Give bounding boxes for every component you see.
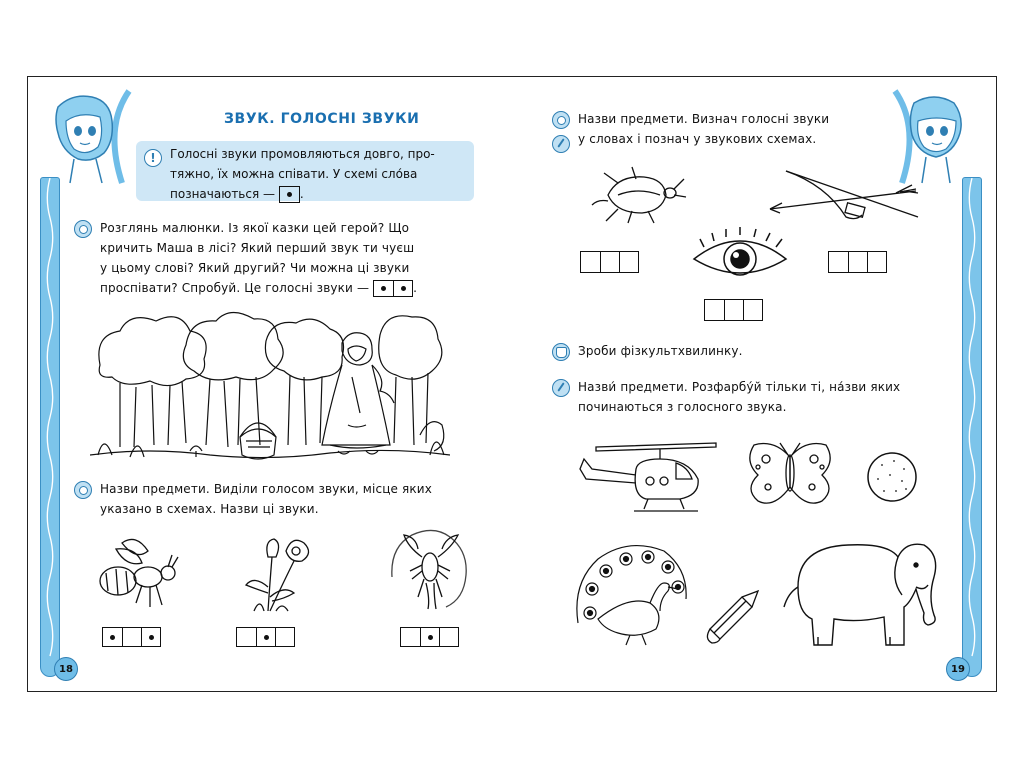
rule-line-text: позначаються — <box>170 187 276 201</box>
task-line: у словах і познач у звукових схемах. <box>578 132 817 146</box>
scheme-cell-vowel <box>374 281 393 296</box>
scheme-cell <box>743 300 762 320</box>
ear-icon <box>74 481 92 499</box>
task-line: у цьому слові? Який другий? Чи можна ці звуки <box>100 261 410 275</box>
ear-icon <box>552 111 570 129</box>
sound-scheme-crayfish <box>400 627 459 647</box>
scheme-cell <box>439 628 458 646</box>
scheme-cell-vowel <box>393 281 412 296</box>
task-1 <box>100 218 476 298</box>
right-task-3 <box>578 377 954 417</box>
scheme-cell <box>103 628 122 646</box>
sound-scheme-poppy <box>236 627 295 647</box>
task-line: кричить Маша в лісі? Який перший звук ти чуєш <box>100 241 415 255</box>
scheme-cell <box>724 300 743 320</box>
scheme-cell <box>275 628 294 646</box>
right-task-1 <box>578 109 884 149</box>
scheme-cell <box>848 252 867 272</box>
rule-box <box>136 141 474 201</box>
sound-scheme <box>373 280 413 297</box>
task-line: Розглянь малюнки. Із якої казки цей герой? Що <box>100 221 410 235</box>
scheme-cell <box>829 252 848 272</box>
bow-and-arrow-drawing <box>766 161 926 225</box>
sound-scheme-beetle <box>580 251 639 273</box>
sound-scheme-bow <box>828 251 887 273</box>
task-line: указано в схемах. Назви ці звуки. <box>100 502 319 516</box>
poppy-drawing <box>234 531 314 615</box>
task-line: починаються з голосного звука. <box>578 400 787 414</box>
task-line: Назви́ предмети. Розфарбу́й тільки ті, на́зви яких <box>578 380 901 394</box>
elephant-drawing <box>778 527 940 651</box>
sound-scheme-eye <box>704 299 763 321</box>
exclamation-icon: ! <box>144 149 162 167</box>
rule-end: . <box>299 187 304 201</box>
textbook-spread <box>27 76 997 692</box>
hand-icon <box>552 343 570 361</box>
rule-line: тяжно, їх можна співати. У схемі сло́ва <box>170 167 418 181</box>
girl-illustration <box>44 87 134 187</box>
sound-scheme <box>279 186 300 203</box>
scheme-cell <box>600 252 619 272</box>
pencil-drawing <box>702 587 762 647</box>
task-line <box>100 278 476 298</box>
left-page-border-band <box>40 177 60 677</box>
scheme-cell <box>122 628 141 646</box>
task-end: . <box>413 281 418 295</box>
task-line: Зроби фізкультхвилинку. <box>578 344 743 358</box>
bee-drawing <box>96 533 182 611</box>
scheme-cell <box>705 300 724 320</box>
rule-line <box>170 184 466 204</box>
scheme-cell <box>237 628 256 646</box>
right-task-2 <box>578 341 878 361</box>
scheme-cell <box>256 628 275 646</box>
peacock-drawing <box>568 543 692 647</box>
butterfly-drawing <box>744 439 836 511</box>
pencil-icon <box>552 379 570 397</box>
orange-drawing <box>864 449 920 505</box>
task-2 <box>100 479 476 519</box>
ear-icon <box>74 220 92 238</box>
page-number: 18 <box>54 657 78 681</box>
scheme-cell <box>867 252 886 272</box>
right-page-border-band <box>962 177 982 677</box>
page-title: ЗВУК. ГОЛОСНІ ЗВУКИ <box>224 111 420 127</box>
beetle-drawing <box>588 165 688 225</box>
crayfish-drawing <box>388 527 472 613</box>
task-line-text: проспівати? Спробуй. Це голосні звуки — <box>100 281 370 295</box>
pencil-icon <box>552 135 570 153</box>
eye-drawing <box>690 227 790 287</box>
task-line: Назви предмети. Визнач голосні звуки <box>578 112 830 126</box>
rule-line: Голосні звуки промовляються довго, про- <box>170 147 435 161</box>
scheme-cell <box>401 628 420 646</box>
scheme-cell <box>619 252 638 272</box>
scheme-cell <box>581 252 600 272</box>
scheme-cell <box>141 628 160 646</box>
masha-forest-illustration <box>90 305 450 467</box>
task-line: Назви предмети. Виділи голосом звуки, місце яких <box>100 482 432 496</box>
sound-scheme-bee <box>102 627 161 647</box>
helicopter-drawing <box>576 439 718 519</box>
page-number: 19 <box>946 657 970 681</box>
scheme-cell <box>420 628 439 646</box>
scheme-cell-vowel <box>280 187 299 202</box>
